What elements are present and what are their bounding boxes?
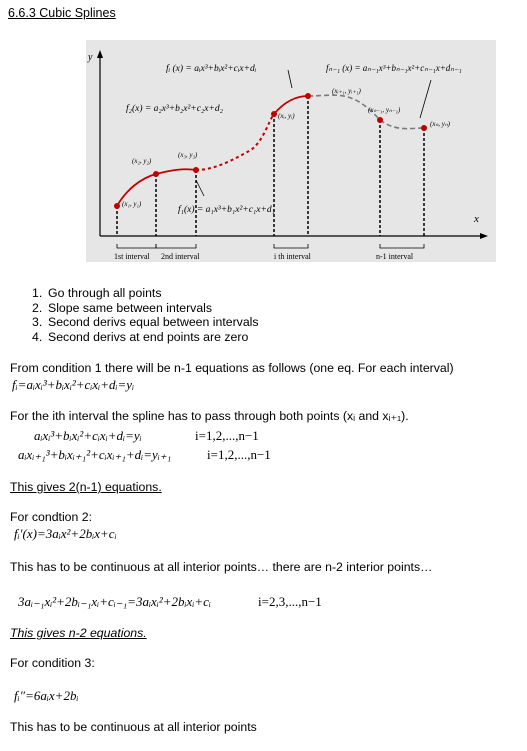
condition-item: 3. Second derivs equal between intervals bbox=[32, 315, 259, 329]
condition-item: 4. Second derivs at end points are zero bbox=[32, 329, 249, 344]
equation-3: fᵢ′(x)=3aᵢx²+2bᵢx+cᵢ bbox=[14, 526, 117, 541]
equation-1: fᵢ=aᵢxᵢ³+bᵢxᵢ²+cᵢxᵢ+dᵢ=yᵢ bbox=[12, 377, 135, 392]
equation-2b-range: i=1,2,...,n−1 bbox=[207, 447, 271, 462]
condition-item: 2. Slope same between intervals bbox=[32, 300, 213, 315]
eq-f1: f₁(x) = a₁x³+b₁x²+c₁x+d₁ bbox=[178, 205, 275, 215]
spline-diagram bbox=[86, 40, 496, 262]
para-condition-3: For condition 3: bbox=[10, 656, 95, 670]
eq-f2: f₂(x) = a₂x³+b₂x²+c₂x+d₂ bbox=[126, 104, 223, 114]
para-condition-1: From condition 1 there will be n-1 equations as follows (one eq. For each interval) bbox=[10, 361, 454, 375]
pt-xi: (xᵢ, yᵢ) bbox=[278, 112, 295, 120]
y-axis-label: y bbox=[88, 52, 93, 63]
equation-2a-range: i=1,2,...,n−1 bbox=[195, 428, 259, 443]
para-continuous-2: This has to be continuous at all interior points bbox=[10, 720, 257, 734]
pt-xn: (xₙ, yₙ) bbox=[430, 120, 450, 128]
para-condition-2: For condtion 2: bbox=[10, 510, 93, 524]
eq-top-i: fᵢ (x) = aᵢx³+bᵢx²+cᵢx+dᵢ bbox=[166, 64, 257, 74]
gives-n-2: This gives n-2 equations. bbox=[10, 626, 147, 640]
condition-item: 1. Go through all points bbox=[32, 286, 162, 300]
x-axis-label: x bbox=[474, 213, 479, 225]
equation-2a: aᵢxᵢ³+bᵢxᵢ²+cᵢxᵢ+dᵢ=yᵢ bbox=[34, 428, 142, 443]
equation-4: 3aᵢ₋₁xᵢ²+2bᵢ₋₁xᵢ+cᵢ₋₁=3aᵢxᵢ²+2bᵢxᵢ+cᵢ bbox=[18, 594, 211, 609]
pt-xi1: (xᵢ₊₁, yᵢ₊₁) bbox=[332, 87, 361, 95]
pt-x1: (x₁, y₁) bbox=[122, 200, 142, 208]
interval-2nd: 2nd interval bbox=[161, 252, 200, 261]
conditions-list bbox=[32, 286, 259, 344]
equation-2b: aᵢxᵢ₊₁³+bᵢxᵢ₊₁²+cᵢxᵢ₊₁+dᵢ=yᵢ₊₁ bbox=[18, 447, 172, 462]
gives-2n-1: This gives 2(n-1) equations. bbox=[10, 480, 162, 494]
para-ith-interval: For the ith interval the spline has to pass through both points (xᵢ and xᵢ₊₁). bbox=[10, 409, 409, 423]
equation-4-range: i=2,3,...,n−1 bbox=[258, 594, 322, 609]
para-continuous-1: This has to be continuous at all interior points… there are n-2 interior points… bbox=[10, 560, 433, 574]
spline-figure bbox=[86, 40, 496, 262]
section-heading: 6.6.3 Cubic Splines bbox=[8, 6, 116, 20]
interval-ith: i th interval bbox=[274, 252, 311, 261]
equation-5: fᵢ″=6aᵢx+2bᵢ bbox=[14, 688, 79, 703]
interval-n-1: n-1 interval bbox=[376, 252, 414, 261]
pt-x3: (x₃, y₃) bbox=[178, 151, 198, 159]
pt-x2: (x₂, y₂) bbox=[132, 157, 152, 165]
interval-1st: 1st interval bbox=[114, 252, 150, 261]
eq-top-n: fₙ₋₁ (x) = aₙ₋₁x³+bₙ₋₁x²+cₙ₋₁x+dₙ₋₁ bbox=[326, 63, 462, 73]
pt-xn1: (xₙ₋₁, yₙ₋₁) bbox=[368, 106, 401, 114]
